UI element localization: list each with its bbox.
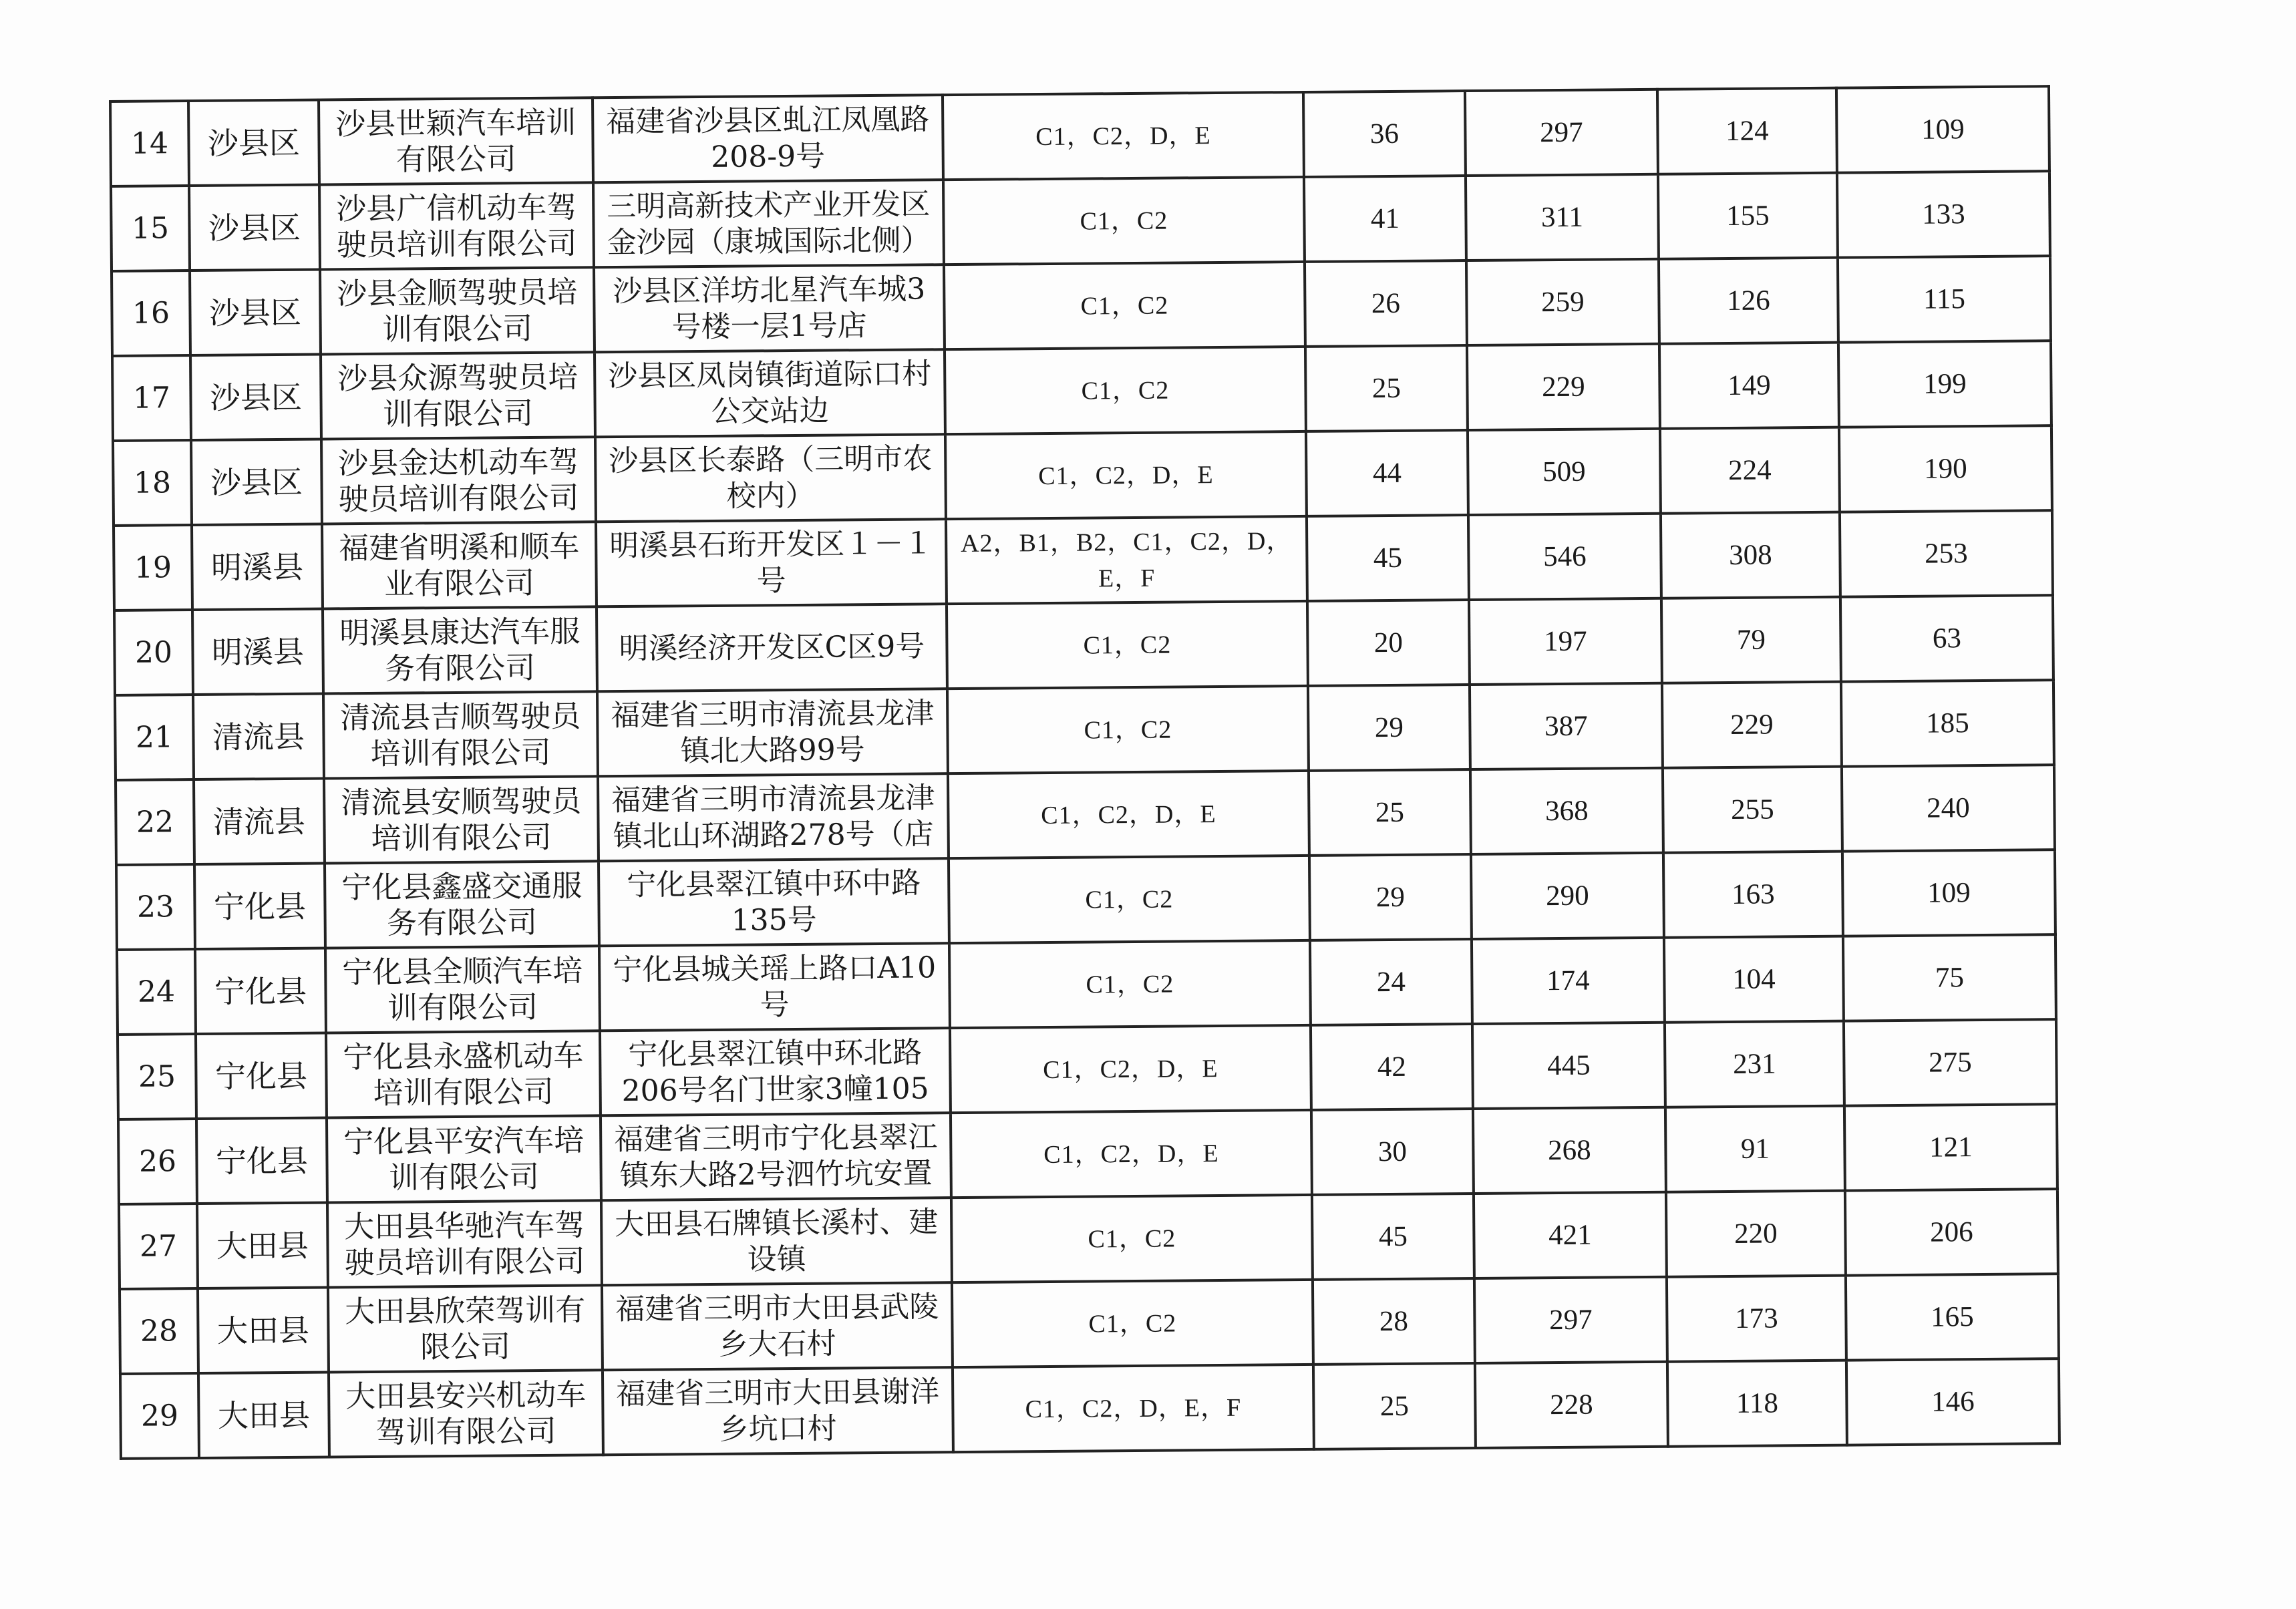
value-cell-1: 20 (1307, 600, 1470, 686)
school-name-cell: 沙县世颖汽车培训有限公司 (319, 98, 593, 184)
school-name-cell: 福建省明溪和顺车业有限公司 (322, 522, 597, 608)
address-cell: 明溪县石珩开发区１－１号 (596, 519, 947, 606)
license-class-cell: C1，C2 (951, 1195, 1313, 1282)
district-cell: 大田县 (198, 1372, 329, 1458)
row-number: 27 (119, 1204, 198, 1289)
address-cell: 福建省三明市清流县龙津镇北大路99号 (597, 689, 948, 776)
value-cell-3: 220 (1666, 1191, 1846, 1277)
value-cell-1: 25 (1313, 1363, 1476, 1449)
value-cell-3: 173 (1667, 1276, 1846, 1362)
value-cell-3: 255 (1663, 767, 1842, 853)
district-cell: 大田县 (198, 1287, 329, 1373)
district-cell: 沙县区 (189, 185, 320, 271)
license-class-cell: C1，C2 (947, 686, 1309, 773)
row-number: 23 (116, 864, 195, 950)
value-cell-2: 297 (1465, 90, 1658, 176)
table-row (120, 1274, 2059, 1374)
value-cell-3: 231 (1665, 1021, 1844, 1107)
table-row (116, 850, 2056, 950)
value-cell-4: 109 (1836, 86, 2049, 172)
row-number: 21 (115, 695, 194, 780)
value-cell-3: 149 (1659, 343, 1839, 429)
address-cell: 沙县区长泰路（三明市农校内） (595, 434, 946, 522)
license-class-cell: C1，C2，D，E (943, 92, 1304, 180)
row-number: 18 (113, 440, 192, 526)
table-row (118, 1104, 2058, 1204)
value-cell-4: 240 (1842, 765, 2055, 851)
district-cell: 宁化县 (196, 1117, 327, 1204)
row-number: 15 (111, 186, 190, 271)
value-cell-4: 190 (1839, 425, 2052, 512)
school-name-cell: 清流县安顺驾驶员培训有限公司 (324, 776, 599, 863)
school-name-cell: 大田县安兴机动车驾训有限公司 (329, 1370, 603, 1457)
value-cell-3: 118 (1667, 1361, 1847, 1447)
address-cell: 宁化县翠江镇中环北路206号名门世家3幢105 (600, 1028, 951, 1115)
value-cell-2: 387 (1470, 683, 1663, 769)
table-row (114, 595, 2054, 695)
license-class-cell: C1，C2，D，E (951, 1110, 1312, 1198)
row-number: 19 (114, 525, 192, 610)
value-cell-4: 75 (1843, 934, 2056, 1021)
district-cell: 宁化县 (196, 1033, 327, 1119)
value-cell-2: 368 (1470, 768, 1663, 854)
row-number: 14 (110, 101, 189, 186)
school-name-cell: 明溪县康达汽车服务有限公司 (323, 606, 597, 693)
value-cell-4: 146 (1846, 1359, 2060, 1445)
value-cell-3: 229 (1662, 682, 1842, 768)
license-class-cell: C1，C2 (949, 856, 1310, 943)
address-cell: 福建省三明市清流县龙津镇北山环湖路278号（店 (598, 773, 949, 861)
table-row (112, 341, 2052, 441)
value-cell-3: 104 (1664, 936, 1844, 1023)
district-cell: 清流县 (193, 694, 324, 780)
table-row (117, 934, 2056, 1035)
license-class-cell: C1，C2 (945, 347, 1306, 434)
address-cell: 宁化县城关瑶上路口A10号 (599, 943, 950, 1031)
value-cell-3: 124 (1657, 88, 1837, 174)
school-name-cell: 宁化县平安汽车培训有限公司 (327, 1115, 601, 1202)
table-row (113, 425, 2052, 526)
school-name-cell: 大田县欣荣驾训有限公司 (328, 1285, 603, 1372)
table-row (112, 256, 2051, 356)
value-cell-3: 91 (1665, 1106, 1845, 1192)
value-cell-2: 197 (1469, 598, 1662, 685)
value-cell-2: 421 (1474, 1192, 1667, 1278)
value-cell-1: 29 (1308, 685, 1470, 771)
value-cell-3: 126 (1659, 258, 1838, 344)
value-cell-2: 228 (1475, 1362, 1668, 1448)
table-row (114, 510, 2053, 610)
license-class-cell: C1，C2，D，E (945, 431, 1307, 519)
row-number: 28 (120, 1288, 198, 1374)
value-cell-1: 24 (1310, 939, 1472, 1025)
value-cell-4: 133 (1837, 171, 2050, 257)
address-cell: 宁化县翠江镇中环中路135号 (599, 858, 949, 946)
row-number: 22 (116, 779, 194, 865)
school-name-cell: 沙县广信机动车驾驶员培训有限公司 (319, 182, 594, 269)
address-cell: 明溪经济开发区C区9号 (597, 604, 947, 691)
license-class-cell: C1，C2，D，E，F (953, 1365, 1314, 1452)
district-cell: 沙县区 (190, 270, 321, 356)
row-number: 17 (112, 355, 191, 441)
value-cell-2: 445 (1472, 1023, 1665, 1109)
value-cell-2: 268 (1473, 1107, 1666, 1194)
value-cell-1: 36 (1303, 91, 1466, 177)
value-cell-1: 42 (1311, 1024, 1473, 1110)
value-cell-1: 45 (1307, 515, 1469, 601)
district-cell: 沙县区 (191, 439, 322, 526)
license-class-cell: C1，C2，D，E (948, 771, 1309, 858)
school-name-cell: 大田县华驰汽车驾驶员培训有限公司 (327, 1200, 602, 1287)
table-row (119, 1189, 2058, 1289)
address-cell: 福建省三明市大田县武陵乡大石村 (602, 1282, 953, 1370)
table-row (115, 680, 2054, 780)
value-cell-4: 121 (1844, 1104, 2058, 1190)
value-cell-2: 297 (1474, 1277, 1667, 1363)
value-cell-1: 30 (1311, 1109, 1474, 1195)
school-name-cell: 宁化县鑫盛交通服务有限公司 (325, 861, 599, 948)
table-row (111, 171, 2050, 271)
row-number: 16 (112, 271, 190, 356)
driving-school-table (109, 85, 2061, 1460)
district-cell: 宁化县 (195, 948, 326, 1034)
value-cell-3: 155 (1658, 173, 1838, 259)
row-number: 20 (114, 610, 193, 695)
value-cell-2: 546 (1468, 514, 1661, 600)
school-name-cell: 沙县众源驾驶员培训有限公司 (321, 352, 595, 439)
address-cell: 福建省三明市宁化县翠江镇东大路2号泗竹坑安置 (601, 1113, 951, 1200)
address-cell: 大田县石牌镇长溪村、建设镇 (601, 1198, 952, 1285)
address-cell: 沙县区洋坊北星汽车城3号楼一层1号店 (594, 264, 945, 352)
district-cell: 明溪县 (192, 609, 323, 695)
value-cell-2: 259 (1466, 259, 1659, 345)
license-class-cell: C1，C2 (943, 177, 1305, 264)
value-cell-3: 224 (1660, 427, 1840, 514)
value-cell-2: 290 (1471, 853, 1664, 939)
value-cell-4: 199 (1838, 341, 2052, 427)
value-cell-1: 29 (1309, 854, 1472, 940)
value-cell-1: 26 (1305, 260, 1467, 347)
table-row (110, 86, 2049, 186)
value-cell-4: 185 (1841, 680, 2054, 766)
row-number: 25 (118, 1034, 196, 1119)
table-body (110, 86, 2060, 1459)
district-cell: 沙县区 (190, 355, 321, 441)
address-cell: 福建省三明市大田县谢洋乡坑口村 (603, 1367, 953, 1455)
school-name-cell: 沙县金达机动车驾驶员培训有限公司 (321, 437, 596, 524)
row-number: 29 (120, 1373, 199, 1459)
value-cell-2: 229 (1467, 344, 1660, 430)
address-cell: 福建省沙县区虬江凤凰路208-9号 (593, 95, 943, 182)
value-cell-1: 41 (1304, 176, 1466, 262)
district-cell: 宁化县 (194, 863, 325, 949)
value-cell-2: 311 (1466, 174, 1659, 260)
value-cell-1: 45 (1312, 1194, 1474, 1280)
value-cell-1: 28 (1313, 1278, 1475, 1365)
value-cell-4: 253 (1840, 510, 2053, 596)
table-row (120, 1359, 2060, 1459)
value-cell-4: 165 (1846, 1274, 2059, 1360)
address-cell: 沙县区凤岗镇街道际口村公交站边 (595, 349, 945, 437)
license-class-cell: C1，C2 (944, 262, 1305, 349)
license-class-cell: C1，C2，D，E (950, 1025, 1311, 1113)
license-class-cell: C1，C2 (947, 601, 1308, 689)
value-cell-2: 174 (1472, 938, 1665, 1024)
district-cell: 沙县区 (188, 100, 319, 186)
value-cell-3: 79 (1661, 597, 1841, 683)
district-cell: 明溪县 (192, 524, 323, 610)
school-name-cell: 宁化县永盛机动车培训有限公司 (326, 1031, 601, 1117)
value-cell-4: 109 (1842, 850, 2056, 936)
district-cell: 清流县 (194, 779, 325, 865)
school-name-cell: 宁化县全顺汽车培训有限公司 (325, 946, 600, 1033)
value-cell-1: 44 (1306, 430, 1468, 516)
license-class-cell: C1，C2 (952, 1280, 1313, 1367)
license-class-cell: C1，C2 (949, 940, 1311, 1028)
value-cell-1: 25 (1309, 769, 1471, 856)
value-cell-4: 206 (1845, 1189, 2058, 1275)
license-class-cell: A2，B1，B2，C1，C2，D，E，F (946, 516, 1307, 604)
table-row (116, 765, 2055, 865)
value-cell-4: 115 (1838, 256, 2051, 342)
value-cell-3: 163 (1663, 852, 1843, 938)
table-row (118, 1019, 2057, 1119)
row-number: 24 (117, 949, 196, 1035)
district-cell: 大田县 (197, 1202, 328, 1288)
school-name-cell: 清流县吉顺驾驶员培训有限公司 (323, 691, 598, 778)
value-cell-4: 275 (1844, 1019, 2057, 1105)
value-cell-4: 63 (1840, 595, 2054, 681)
value-cell-3: 308 (1661, 512, 1840, 598)
row-number: 26 (118, 1119, 197, 1204)
address-cell: 三明高新技术产业开发区金沙园（康城国际北侧） (593, 180, 944, 267)
school-name-cell: 沙县金顺驾驶员培训有限公司 (320, 267, 595, 354)
value-cell-2: 509 (1468, 429, 1661, 515)
value-cell-1: 25 (1305, 345, 1468, 431)
